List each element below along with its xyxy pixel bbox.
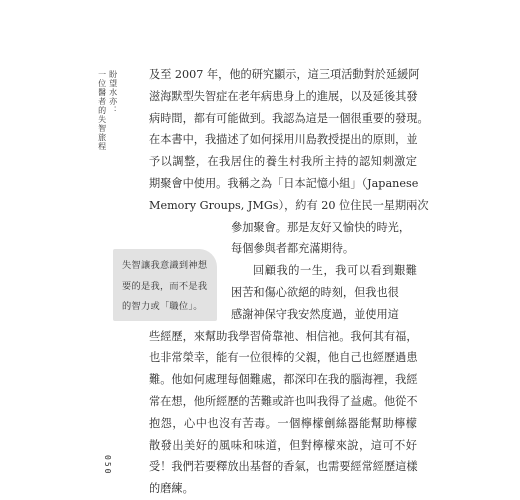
body-line: 每個參與者都充滿期待。 [231,242,355,256]
body-line: 散發出美好的風味和味道，但對檸檬來說，這可不好 [149,438,417,452]
body-line: 滋海默型失智症在老年病患身上的進展，以及延後其發 [149,89,418,103]
body-line: 病時間，都有可能做到。我認為這是一個很重要的發現。 [149,111,429,125]
running-title-main: 盼望水亦： [108,70,118,115]
running-title-sub: 一位醫者的失智旅程 [97,70,107,151]
pull-quote-line: 失智讓我意識到神想 [122,260,208,271]
running-title [96,70,122,220]
body-line: 難。他如何處理每個難處，都深印在我的腦海裡，我經 [149,373,418,387]
body-line: 在本書中，我描述了如何採用川島教授提出的原則，並 [149,133,418,147]
body-line: 常在想，他所經歷的苦難或許也叫我得了益處。他從不 [149,394,418,408]
body-line: 也非常榮幸，能有一位很棒的父親，他自己也經歷過患 [149,351,418,365]
pull-quote [113,249,217,321]
body-line: 回顧我的一生，我可以看到艱難 [253,264,417,278]
body-line: 受！我們若要釋放出基督的香氣，也需要經常經歷這樣 [149,460,418,474]
pull-quote-line: 要的是我，而不是我 [122,280,208,292]
body-line: Memory Groups, JMGs），約有 20 位住民一星期兩次 [149,198,429,212]
body-line: 予以調整，在我居住的養生村我所主持的認知刺激定 [149,155,417,169]
body-line: 期聚會中使用。我稱之為「日本記憶小組」（Japanese [149,176,419,190]
body-line: 困苦和傷心欲絕的時刻，但我也很 [231,285,399,299]
body-line: 的磨練。 [149,482,194,496]
body-line: 參加聚會。那是友好又愉快的時光， [231,220,411,234]
pull-quote-line: 的智力或「職位」。 [122,301,203,312]
body-line: 感謝神保守我安然度過，並使用這 [231,307,399,321]
body-line: 些經歷，來幫助我學習倚靠祂、相信祂。我何其有福， [149,329,418,343]
page-number: 050 [103,455,112,476]
body-line: 及至 2007 年，他的研究顯示，這三項活動對於延緩阿 [149,68,420,81]
body-line: 抱怨，心中也沒有苦毒。一個檸檬劊絲器能幫助檸檬 [149,416,417,430]
